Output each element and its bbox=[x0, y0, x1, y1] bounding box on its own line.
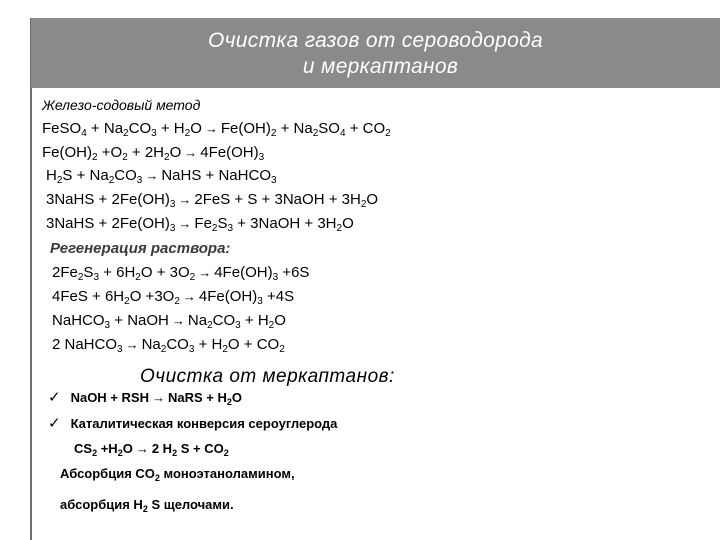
equation-7: $4FeS + 6H_2O +3O_2 \to 4Fe(OH)_3 +4S$ bbox=[52, 288, 295, 307]
equation-5: 3NaHS + $2Fe(OH)_3 \to Fe_2S_3$ + 3NaOH + $3H_2O$ bbox=[46, 215, 354, 234]
method-label: Железо-содовый метод bbox=[42, 97, 201, 113]
mercaptan-heading: Очистка от меркаптанов: bbox=[140, 366, 395, 387]
bullet-item-catalytic: ✓ Каталитическая конверсия сероуглерода bbox=[48, 415, 338, 432]
equation-4: 3NaHS + $2Fe(OH)_3 \to 2FeS + S$ + 3NaOH + $3H_2O$ bbox=[46, 191, 379, 210]
absorption-line-1: Абсорбция $CO_2$ моноэтаноламином, bbox=[60, 466, 295, 483]
arrow-icon: → bbox=[145, 168, 159, 183]
arrow-icon: → bbox=[178, 216, 192, 231]
equation-3: $H_2S + Na_2CO_3$ → NaHS + NaHCO$_3$ bbox=[46, 167, 277, 186]
title-line-2: и меркаптанов bbox=[302, 55, 459, 78]
arrow-icon: → bbox=[204, 121, 218, 136]
arrow-icon: → bbox=[198, 265, 212, 280]
checkmark-icon: ✓ bbox=[48, 389, 61, 406]
arrow-icon: → bbox=[184, 145, 198, 160]
title-bar bbox=[31, 18, 720, 88]
checkmark-icon: ✓ bbox=[48, 415, 61, 432]
arrow-icon: → bbox=[182, 289, 196, 304]
regeneration-label: Регенерация раствора: bbox=[50, 240, 231, 257]
arrow-icon: → bbox=[135, 441, 149, 456]
equation-9: 2 NaHCO$_3$ → $Na_2CO_3 + H_2O + CO_2$ bbox=[52, 336, 285, 355]
arrow-icon: → bbox=[151, 390, 165, 405]
arrow-icon: → bbox=[178, 192, 192, 207]
bullet-item-naoh: ✓ NaOH + RSH → NaRS + $H_2O$ bbox=[48, 389, 243, 407]
equation-6: $2Fe_2S_3 + 6H_2O + 3O_2 \to 4Fe(OH)_3 +6S$ bbox=[52, 264, 310, 283]
title-line-1: Очистка газов от сероводорода bbox=[208, 29, 543, 52]
equation-2: $Fe(OH)_2 +O_2 + 2H_2O \to 4Fe(OH)_3$ bbox=[42, 144, 265, 163]
arrow-icon: → bbox=[125, 337, 139, 352]
absorption-line-2: абсорбция $H_2$ S щелочами. bbox=[60, 497, 234, 514]
equation-cs2: $CS_2 +H_2O \to 2$ $H_2$ $S + CO_2$ bbox=[74, 441, 229, 458]
equation-8: NaHCO$_3$ + NaOH → $Na_2CO_3 + H_2O$ bbox=[52, 312, 286, 331]
equation-1: FeSO$_4$ + $Na_2CO_3 + H_2O \to Fe(OH)_2 + Na_2SO_4 + CO_2$ bbox=[42, 120, 391, 139]
arrow-icon: → bbox=[171, 313, 185, 328]
